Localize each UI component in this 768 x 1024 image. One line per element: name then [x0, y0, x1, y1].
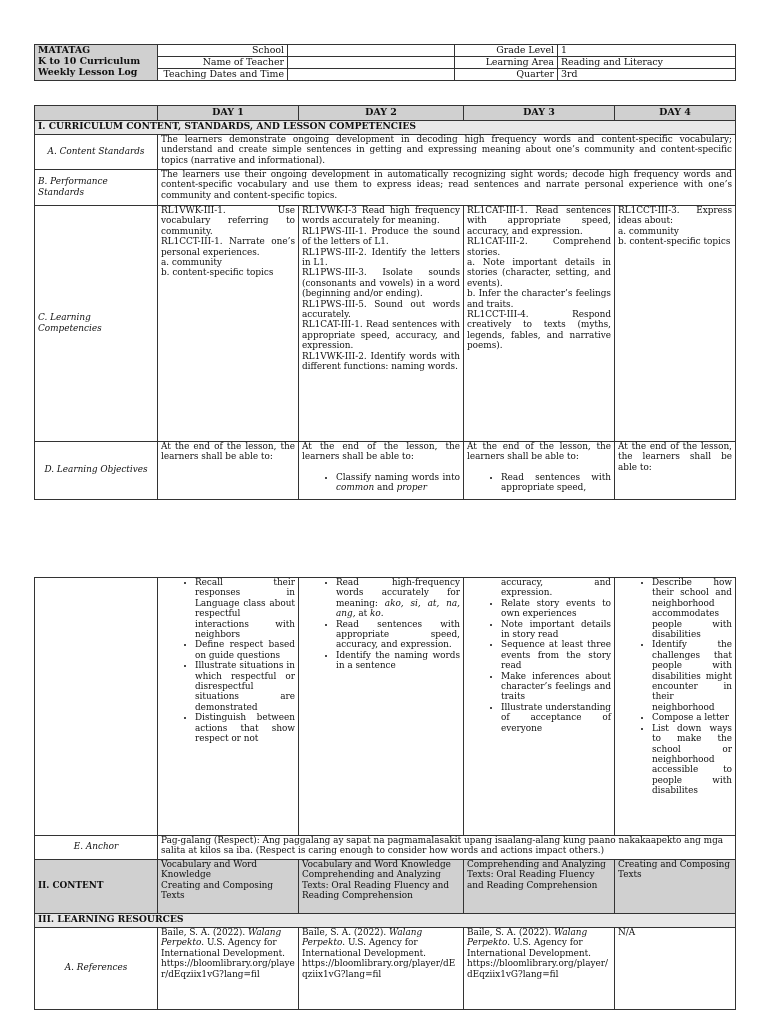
learning-objectives-row [35, 442, 736, 500]
performance-standards-text: The learners use their ongoing development in automatically recognizing sight words; decode high frequency words and content-specific vocabulary and use them to express ideas; read sentences and narrate personal experience with one’s community and content-specific topics. [158, 170, 736, 206]
content-day-4: Creating and Composing Texts [615, 860, 736, 914]
objectives-label-empty [35, 578, 158, 836]
content-row [35, 860, 736, 914]
competencies-day-2: RL1VWK-I-3 Read high frequency words accurately for meaning. RL1PWS-III-1. Produce the sound of the letters of L1. RL1PWS-III-2. Identify the letters in L1. RL1PWS-III-3. Isolate sounds (consonants and vowels) in a word (beginning and/or ending). RL1PWS-III-5. Sound out words accurately. RL1CAT-III-1. Read sentences with appropriate speed, accuracy, and expression. RL1VWK-III-2. Identify words with different functions: naming words. [299, 206, 464, 442]
learning-objectives-continued-row [35, 578, 736, 836]
teacher-label: Name of Teacher [158, 57, 288, 69]
references-day-1: Baile, S. A. (2022). Walang Perpekto. U.S. Agency for International Development. https://bloomlibrary.org/player/dEqziix1vG?lang=fil [158, 928, 299, 1010]
content-day-1: Vocabulary and Word Knowledge Creating and Composing Texts [158, 860, 299, 914]
competencies-day-1: RL1VWK-III-1. Use vocabulary referring to community. RL1CCT-III-1. Narrate one’s personal experiences. a. community b. content-specific topics [158, 206, 299, 442]
references-day-4: N/A [615, 928, 736, 1010]
learning-competencies-row [35, 206, 736, 442]
objectives-cont-day-3: accuracy, and expression. • Relate story events to own experiences • Note important details in story read • Sequence at least three events from the story read • Make inferences about character’s feelings and traits • Illustrate understanding of acceptance of everyone [464, 578, 615, 836]
section-curriculum: I. CURRICULUM CONTENT, STANDARDS, AND LESSON COMPETENCIES [35, 121, 736, 135]
competencies-day-4: RL1CCT-III-3. Express ideas about: a. community b. content-specific topics [615, 206, 736, 442]
area-value: Reading and Literacy [558, 57, 736, 69]
dates-label: Teaching Dates and Time [158, 69, 288, 81]
day-1-header: DAY 1 [158, 106, 299, 121]
day-2-header: DAY 2 [299, 106, 464, 121]
section-learning-resources: III. LEARNING RESOURCES [35, 914, 736, 928]
school-value [288, 45, 455, 57]
grade-label: Grade Level [455, 45, 558, 57]
anchor-row [35, 836, 736, 860]
references-label: A. References [35, 928, 158, 1010]
area-label: Learning Area [455, 57, 558, 69]
corner-cell [35, 106, 158, 121]
references-row [35, 928, 736, 1010]
grade-value: 1 [558, 45, 736, 57]
school-label: School [158, 45, 288, 57]
day-header-row [35, 106, 736, 121]
objectives-day-1: At the end of the lesson, the learners shall be able to: [158, 442, 299, 500]
performance-standards-row [35, 170, 736, 206]
content-standards-row [35, 135, 736, 170]
learning-objectives-label: D. Learning Objectives [35, 442, 158, 500]
competencies-day-3: RL1CAT-III-1. Read sentences with appropriate speed, accuracy, and expression. RL1CAT-III-2. Comprehend stories. a. Note important details in stories (character, setting, and events). b. Infer the character’s feelings and traits. RL1CCT-III-4. Respond creatively to texts (myths, legends, fables, and narrative poems). [464, 206, 615, 442]
day-4-header: DAY 4 [615, 106, 736, 121]
lesson-table-page-2 [34, 577, 735, 1010]
content-label: II. CONTENT [35, 860, 158, 914]
anchor-label: E. Anchor [35, 836, 158, 860]
dates-value [288, 69, 455, 81]
objectives-cont-day-4: • Describe how their school and neighborhood accommodates people with disabilities • Identify the challenges that people with disabilities might encounter in their neighborhood • Compose a letter • List down ways to make the school or neighborhood accessible to people with disabilites [615, 578, 736, 836]
quarter-value: 3rd [558, 69, 736, 81]
references-day-2: Baile, S. A. (2022). Walang Perpekto. U.S. Agency for International Development. https://bloomlibrary.org/player/dEqziix1vG?lang=fil [299, 928, 464, 1010]
content-standards-text: The learners demonstrate ongoing development in decoding high frequency words and content-specific vocabulary; understand and create simple sentences in getting and expressing meaning about one’s community and content-specific topics (narrative and informational). [158, 135, 736, 170]
objectives-day-3: At the end of the lesson, the learners shall be able to: • Read sentences with appropriate speed, [464, 442, 615, 500]
log-title: MATATAG K to 10 Curriculum Weekly Lesson Log [35, 45, 158, 81]
performance-standards-label: B. Performance Standards [35, 170, 158, 206]
teacher-value [288, 57, 455, 69]
content-day-2: Vocabulary and Word Knowledge Comprehending and Analyzing Texts: Oral Reading Fluency and Reading Comprehension [299, 860, 464, 914]
header-table [34, 44, 735, 81]
objectives-cont-day-1: • Recall their responses in Language class about respectful interactions with neighbors • Define respect based on guide questions • Illustrate situations in which respectful or disrespectful situations are demonstrated • Distinguish between actions that show respect or not [158, 578, 299, 836]
learning-competencies-label: C. Learning Competencies [35, 206, 158, 442]
anchor-text: Pag-galang (Respect): Ang paggalang ay sapat na pagmamalasakit upang isaalang-alang kung paano nakakaapekto ang mga salita at kilos sa iba. (Respect is caring enough to consider how words and actions impact others.) [158, 836, 736, 860]
content-day-3: Comprehending and Analyzing Texts: Oral Reading Fluency and Reading Comprehension [464, 860, 615, 914]
objectives-cont-day-2: • Read high-frequency words accurately for meaning: ako, si, at, na, ang, at ko. • Read sentences with appropriate speed, accuracy, and expression. • Identify the naming words in a sentence [299, 578, 464, 836]
references-day-3: Baile, S. A. (2022). Walang Perpekto. U.S. Agency for International Development. https://bloomlibrary.org/player/dEqziix1vG?lang=fil [464, 928, 615, 1010]
content-standards-label: A. Content Standards [35, 135, 158, 170]
objectives-day-4: At the end of the lesson, the learners shall be able to: [615, 442, 736, 500]
day-3-header: DAY 3 [464, 106, 615, 121]
lesson-table-page-1 [34, 105, 735, 500]
objectives-day-2: At the end of the lesson, the learners shall be able to: • Classify naming words into common and proper [299, 442, 464, 500]
quarter-label: Quarter [455, 69, 558, 81]
